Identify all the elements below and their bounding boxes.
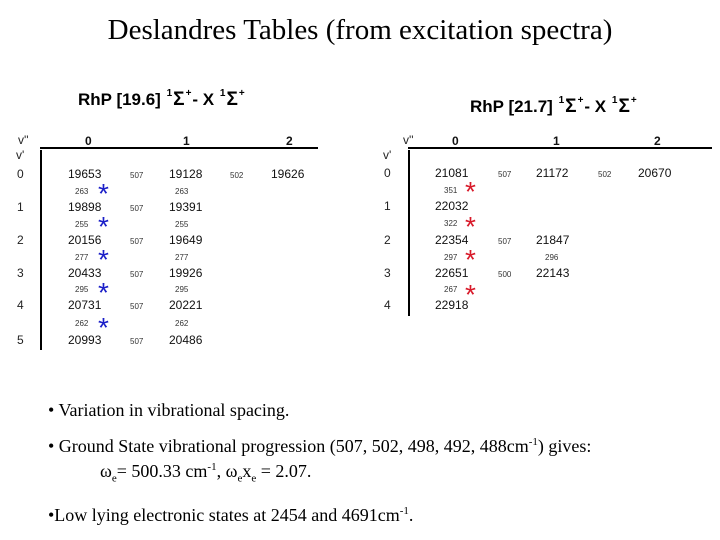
vertical-difference: 262 bbox=[175, 318, 189, 328]
omega-subscript: e bbox=[111, 472, 117, 485]
row-label: 3 bbox=[17, 266, 24, 280]
bullet-ground-state-text: • Ground State vibrational progression (507, 502, 498, 492, 488cm bbox=[48, 436, 529, 456]
unit-exponent: -1 bbox=[528, 436, 538, 448]
row-label: 1 bbox=[384, 199, 391, 213]
molecule-label: RhP bbox=[470, 97, 504, 116]
vertical-difference: 277 bbox=[75, 252, 89, 262]
column-header: 2 bbox=[286, 134, 293, 148]
bullet-low-lying-text: •Low lying electronic states at 2454 and 4691cm bbox=[48, 504, 400, 525]
vertical-difference: 267 bbox=[444, 285, 458, 294]
band-wavenumber: 22918 bbox=[435, 298, 469, 312]
sigma-symbol: Σ bbox=[565, 96, 577, 117]
column-header: 2 bbox=[654, 134, 661, 148]
row-label: 0 bbox=[17, 167, 24, 181]
row-label: 3 bbox=[384, 266, 391, 280]
row-label: 5 bbox=[17, 333, 24, 347]
band-wavenumber: 20221 bbox=[169, 298, 203, 312]
upper-parity: + bbox=[577, 95, 584, 106]
band-wavenumber: 20731 bbox=[68, 298, 102, 312]
band-wavenumber: 22354 bbox=[435, 233, 469, 247]
band-wavenumber: 19391 bbox=[169, 200, 203, 214]
bullet-low-lying-end: . bbox=[408, 504, 414, 525]
omega-xe-subscript-2: e bbox=[251, 472, 257, 485]
lower-multiplicity: 1 bbox=[219, 88, 226, 99]
asterisk-marker: * bbox=[465, 279, 476, 310]
upper-multiplicity: 1 bbox=[558, 95, 565, 106]
bullet-list bbox=[48, 400, 708, 537]
lower-v-label: v'' bbox=[403, 133, 414, 147]
column-header: 1 bbox=[183, 134, 190, 148]
horizontal-difference: 502 bbox=[598, 170, 612, 179]
sigma-symbol: Σ bbox=[173, 89, 185, 110]
band-wavenumber: 20486 bbox=[169, 333, 203, 347]
omega-symbol: ω bbox=[100, 461, 112, 481]
energy-label: [21.7] bbox=[508, 97, 553, 116]
bullet-low-lying bbox=[48, 501, 708, 526]
band-wavenumber: 19649 bbox=[169, 233, 203, 247]
asterisk-marker: * bbox=[98, 178, 109, 209]
bullet-ground-state-end: ) gives: bbox=[537, 436, 592, 456]
asterisk-marker: * bbox=[465, 176, 476, 207]
upper-v-label: v' bbox=[383, 148, 392, 162]
column-header: 1 bbox=[553, 134, 560, 148]
band-wavenumber: 20156 bbox=[68, 233, 102, 247]
asterisk-marker: * bbox=[98, 277, 109, 308]
horizontal-difference: 507 bbox=[130, 302, 144, 311]
sigma-symbol: Σ bbox=[226, 89, 238, 110]
vertical-difference: 263 bbox=[175, 186, 189, 196]
horizontal-difference: 507 bbox=[130, 337, 144, 346]
horizontal-difference: 500 bbox=[498, 270, 512, 279]
energy-label: [19.6] bbox=[116, 90, 161, 109]
band-wavenumber: 20670 bbox=[638, 166, 672, 180]
band-wavenumber: 22651 bbox=[435, 266, 469, 280]
omega-xe-symbol: , ω bbox=[216, 461, 238, 481]
vertical-difference: 297 bbox=[444, 252, 458, 262]
omega-e-value: = 500.33 cm bbox=[116, 461, 208, 481]
vertical-difference: 263 bbox=[75, 186, 89, 196]
upper-v-label: v' bbox=[16, 148, 25, 162]
band-wavenumber: 22143 bbox=[536, 266, 570, 280]
asterisk-marker: * bbox=[98, 312, 109, 343]
horizontal-difference: 502 bbox=[230, 171, 244, 180]
vertical-difference: 295 bbox=[75, 285, 89, 294]
constants-line bbox=[48, 461, 312, 485]
row-label: 4 bbox=[384, 298, 391, 312]
band-wavenumber: 19626 bbox=[271, 167, 305, 181]
band-wavenumber: 19898 bbox=[68, 200, 102, 214]
row-label: 2 bbox=[384, 233, 391, 247]
table-vertical-rule bbox=[40, 150, 42, 350]
band-wavenumber: 20433 bbox=[68, 266, 102, 280]
omega-xe-value: = 2.07. bbox=[256, 461, 312, 481]
bullet-variation-text: • Variation in vibrational spacing. bbox=[48, 400, 290, 420]
upper-parity: + bbox=[185, 88, 192, 99]
row-label: 1 bbox=[17, 200, 24, 214]
vertical-difference: 255 bbox=[75, 219, 89, 229]
asterisk-marker: * bbox=[465, 244, 476, 275]
row-label: 4 bbox=[17, 298, 24, 312]
horizontal-difference: 507 bbox=[130, 237, 144, 246]
vertical-difference: 295 bbox=[175, 285, 189, 294]
table-horizontal-rule bbox=[40, 147, 318, 149]
band-wavenumber: 21172 bbox=[536, 166, 569, 180]
horizontal-difference: 507 bbox=[130, 171, 144, 180]
column-header: 0 bbox=[85, 134, 92, 148]
sigma-symbol: Σ bbox=[618, 96, 630, 117]
lower-multiplicity: 1 bbox=[611, 95, 618, 106]
lower-parity: + bbox=[238, 88, 245, 99]
vertical-difference: 351 bbox=[444, 185, 458, 195]
ground-state-label: - X bbox=[584, 97, 607, 116]
band-wavenumber: 20993 bbox=[68, 333, 102, 347]
horizontal-difference: 507 bbox=[130, 270, 144, 279]
band-wavenumber: 21847 bbox=[536, 233, 570, 247]
vertical-difference: 277 bbox=[175, 252, 189, 262]
vertical-difference: 322 bbox=[444, 219, 458, 228]
band-wavenumber: 22032 bbox=[435, 199, 469, 213]
horizontal-difference: 507 bbox=[498, 170, 512, 179]
bullet-variation bbox=[48, 400, 708, 421]
unit-exponent: -1 bbox=[399, 504, 409, 517]
horizontal-difference: 507 bbox=[130, 204, 144, 213]
ground-state-label: - X bbox=[192, 90, 215, 109]
omega-xe-subscript: e bbox=[237, 472, 243, 485]
band-wavenumber: 19128 bbox=[169, 167, 203, 181]
lower-v-label: v'' bbox=[18, 133, 29, 147]
asterisk-marker: * bbox=[98, 211, 109, 242]
table-heading bbox=[470, 95, 638, 118]
asterisk-marker: * bbox=[98, 244, 109, 275]
molecule-label: RhP bbox=[78, 90, 112, 109]
table-vertical-rule bbox=[408, 150, 410, 316]
row-label: 0 bbox=[384, 166, 391, 180]
omega-xe-x: x bbox=[242, 461, 252, 481]
vertical-difference: 296 bbox=[545, 252, 559, 262]
vertical-difference: 255 bbox=[175, 219, 189, 229]
band-wavenumber: 19926 bbox=[169, 266, 203, 280]
table-heading bbox=[78, 88, 246, 111]
horizontal-difference: 507 bbox=[498, 237, 512, 246]
vertical-difference: 262 bbox=[75, 318, 89, 328]
row-label: 2 bbox=[17, 233, 24, 247]
bullet-ground-state bbox=[48, 432, 708, 490]
asterisk-marker: * bbox=[465, 211, 476, 242]
lower-parity: + bbox=[630, 95, 637, 106]
unit-exponent: -1 bbox=[207, 461, 217, 473]
band-wavenumber: 21081 bbox=[435, 166, 469, 180]
page-title: Deslandres Tables (from excitation spectra) bbox=[107, 14, 613, 46]
upper-multiplicity: 1 bbox=[166, 88, 173, 99]
column-header: 0 bbox=[452, 134, 459, 148]
band-wavenumber: 19653 bbox=[68, 167, 102, 181]
